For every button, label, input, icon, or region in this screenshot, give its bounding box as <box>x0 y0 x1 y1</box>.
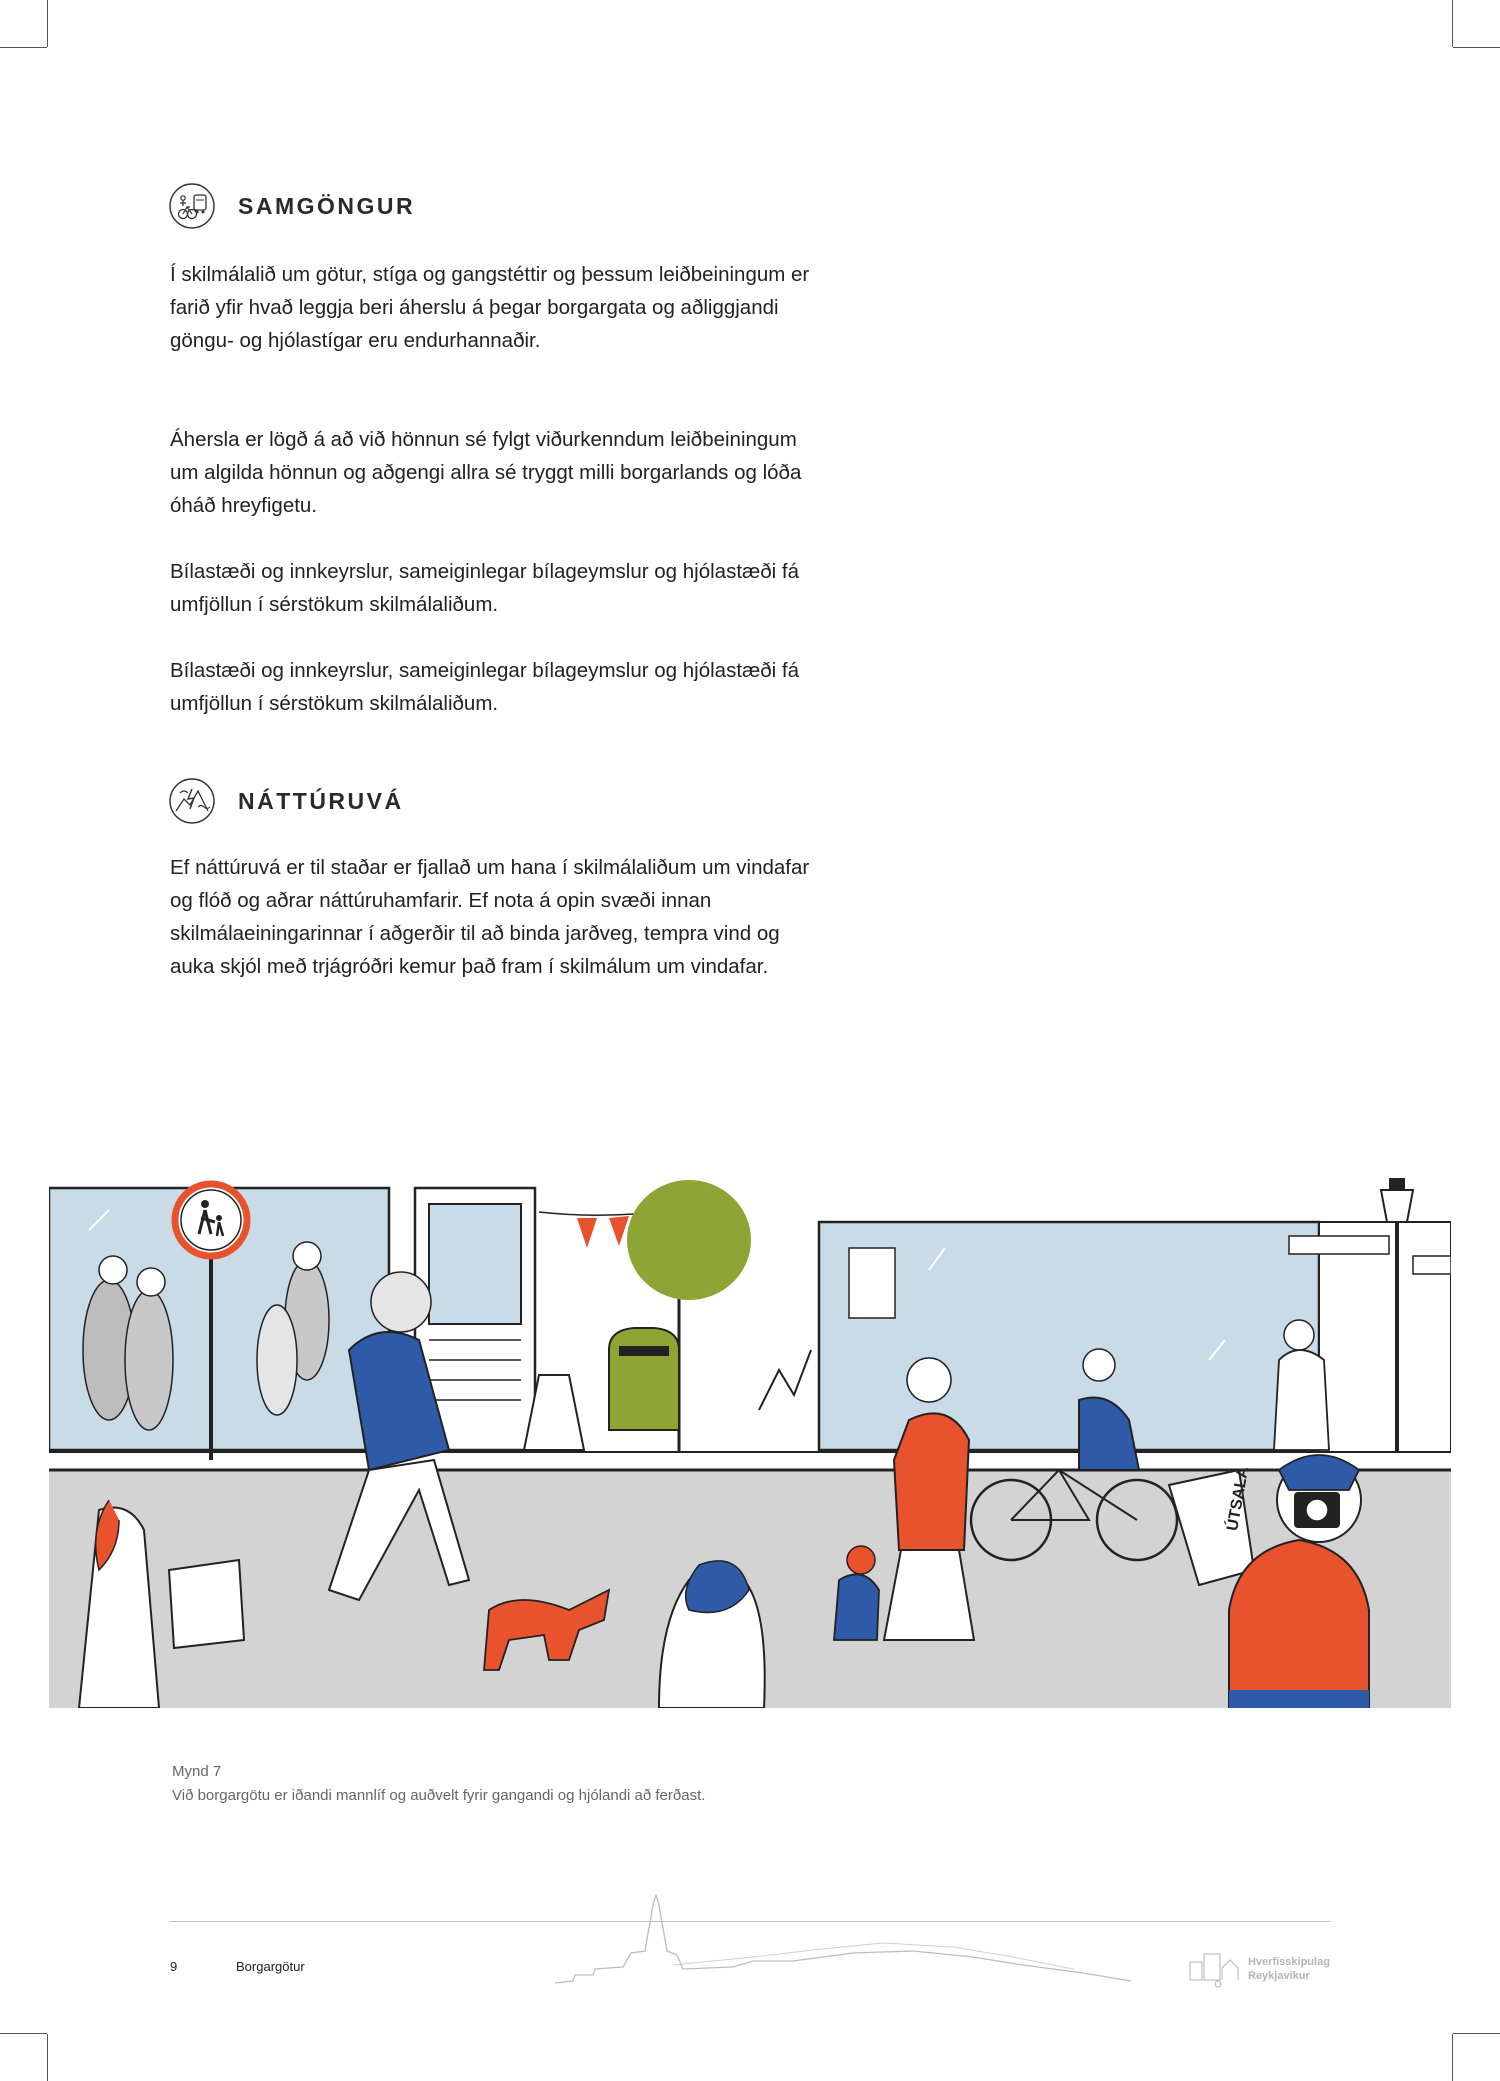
crop-mark <box>0 2033 47 2034</box>
street-illustration <box>49 1170 1451 1708</box>
page-number: 9 <box>170 1959 178 1974</box>
logo-line-2: Reykjavíkur <box>1248 1970 1310 1982</box>
section-title: NÁTTÚRUVÁ <box>238 787 404 814</box>
crop-mark <box>47 0 48 47</box>
crop-mark <box>1452 0 1453 47</box>
nature-hazard-icon <box>168 777 216 825</box>
figure-label: Mynd 7 <box>172 1763 222 1780</box>
section-header-samgongur <box>168 182 415 230</box>
sale-sign-text: ÚTSALA <box>1224 1465 1253 1533</box>
paragraph: Áhersla er lögð á að við hönnun sé fylgt viðurkenndum leiðbeiningum um algilda hönnun og aðgengi allra sé tryggt milli borgarlands og lóða óháð hreyfigetu. <box>170 428 802 517</box>
logo-line-1: Hverfisskipulag <box>1248 1956 1330 1968</box>
crop-mark <box>0 47 47 48</box>
crop-mark <box>47 2034 48 2081</box>
figure-caption: Við borgargötu er iðandi mannlíf og auðvelt fyrir gangandi og hjólandi að ferðast. <box>172 1787 706 1804</box>
paragraph: Bílastæði og innkeyrslur, sameiginlegar bílageymslur og hjólastæði fá umfjöllun í sérstökum skilmálaliðum. <box>170 659 799 715</box>
crop-mark <box>1452 2034 1453 2081</box>
paragraph: Bílastæði og innkeyrslur, sameiginlegar bílageymslur og hjólastæði fá umfjöllun í sérstökum skilmálaliðum. <box>170 560 799 616</box>
paragraph: Í skilmálalið um götur, stíga og gangstéttir og þessum leiðbeiningum er farið yfir hvað leggja beri áherslu á þegar borgargata og aðliggjandi göngu- og hjólastígar eru endurhannaðir. <box>170 263 810 352</box>
footer-section-title: Borgargötur <box>236 1959 305 1974</box>
city-skyline-graphic <box>553 1895 1133 1990</box>
crop-mark <box>1453 2033 1500 2034</box>
crop-mark <box>1453 47 1500 48</box>
section-header-natturuva <box>168 777 404 825</box>
section-title: SAMGÖNGUR <box>238 192 416 219</box>
paragraph: Ef náttúruvá er til staðar er fjallað um hana í skilmálaliðum um vindafar og flóð og aðrar náttúruhamfarir. Ef nota á opin svæði innan skilmálaeiningarinnar í aðgerðir til að binda jarðveg, tempra vind og auka skjól með trjágróðri kemur það fram í skilmálum um vindafar. <box>170 856 810 978</box>
hverfisskipulag-logo <box>1188 1948 1333 1988</box>
transport-icon <box>168 182 216 230</box>
